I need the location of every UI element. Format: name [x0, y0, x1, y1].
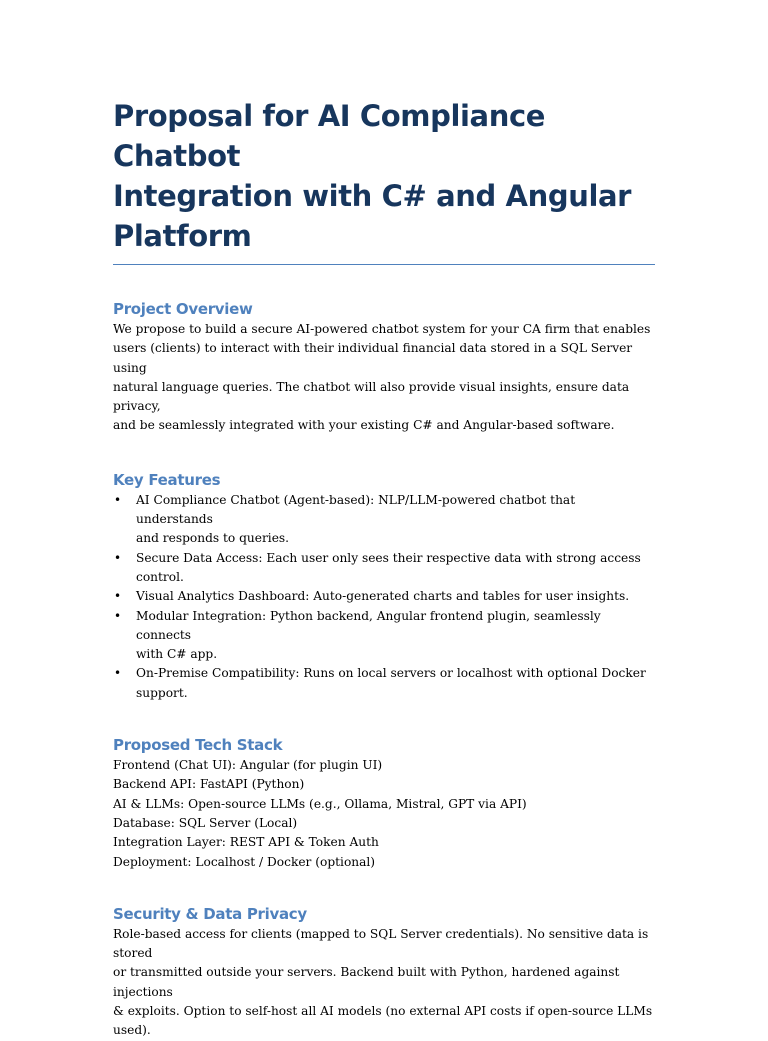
section-heading-key-features: Key Features	[113, 470, 221, 489]
section-heading-tech-stack: Proposed Tech Stack	[113, 736, 283, 755]
feature-item	[113, 664, 655, 703]
tech-stack-item: Backend API: FastAPI (Python)	[113, 777, 305, 792]
bullet-icon: •	[114, 589, 122, 604]
feature-line: and responds to queries.	[136, 531, 290, 546]
tech-stack-item: Frontend (Chat UI): Angular (for plugin UI)	[113, 758, 383, 773]
paragraph-line: Role-based access for clients (mapped to SQL Server credentials). No sensitive data is stored	[113, 926, 649, 961]
section-tech-stack	[113, 735, 655, 872]
tech-stack-list	[113, 756, 655, 872]
document-page	[113, 96, 655, 1041]
section-heading-project-overview: Project Overview	[113, 300, 253, 318]
paragraph-line: users (clients) to interact with their individual financial data stored in a SQL Server using	[113, 341, 633, 375]
features-list	[113, 491, 655, 703]
paragraph-line: used).	[113, 1023, 151, 1038]
bullet-icon: •	[114, 492, 122, 507]
paragraph-line: natural language queries. The chatbot will also provide visual insights, ensure data privacy,	[113, 379, 630, 414]
tech-stack-item: Integration Layer: REST API & Token Auth	[113, 835, 379, 850]
section-security	[113, 904, 655, 1041]
feature-item	[113, 549, 655, 588]
document-title	[113, 96, 655, 256]
security-paragraph	[113, 925, 655, 1041]
feature-item	[113, 491, 655, 549]
feature-line: support.	[136, 685, 188, 700]
title-line: Proposal for AI Compliance Chatbot	[113, 99, 546, 173]
title-line: Integration with C# and Angular	[113, 179, 632, 213]
section-key-features	[113, 470, 655, 703]
title-line: Platform	[113, 219, 252, 253]
section-project-overview	[113, 299, 655, 436]
paragraph-line: or transmitted outside your servers. Backend built with Python, hardened against injections	[113, 965, 620, 999]
feature-line: AI Compliance Chatbot (Agent-based): NLP/LLM-powered chatbot that understands	[136, 492, 576, 527]
feature-line: On-Premise Compatibility: Runs on local servers or localhost with optional Docker	[136, 666, 646, 681]
feature-item	[113, 607, 655, 665]
feature-line: Secure Data Access: Each user only sees their respective data with strong access control.	[136, 550, 641, 584]
bullet-icon: •	[114, 550, 122, 565]
paragraph-line: We propose to build a secure AI-powered chatbot system for your CA firm that enables	[113, 322, 651, 336]
feature-line: with C# app.	[136, 647, 218, 662]
paragraph-line: and be seamlessly integrated with your existing C# and Angular-based software.	[113, 418, 615, 433]
overview-paragraph	[113, 320, 655, 436]
tech-stack-item: AI & LLMs: Open-source LLMs (e.g., Ollama, Mistral, GPT via API)	[113, 796, 527, 811]
feature-line: Visual Analytics Dashboard: Auto-generated charts and tables for user insights.	[136, 589, 630, 604]
section-heading-security: Security & Data Privacy	[113, 904, 307, 923]
paragraph-line: & exploits. Option to self-host all AI models (no external API costs if open-source LLMs	[113, 1004, 653, 1019]
feature-line: Modular Integration: Python backend, Angular frontend plugin, seamlessly connects	[136, 608, 601, 642]
feature-item	[113, 587, 655, 606]
tech-stack-item: Deployment: Localhost / Docker (optional)	[113, 854, 376, 869]
bullet-icon: •	[114, 608, 122, 623]
title-divider	[113, 264, 655, 265]
tech-stack-item: Database: SQL Server (Local)	[113, 815, 298, 830]
bullet-icon: •	[114, 666, 122, 681]
